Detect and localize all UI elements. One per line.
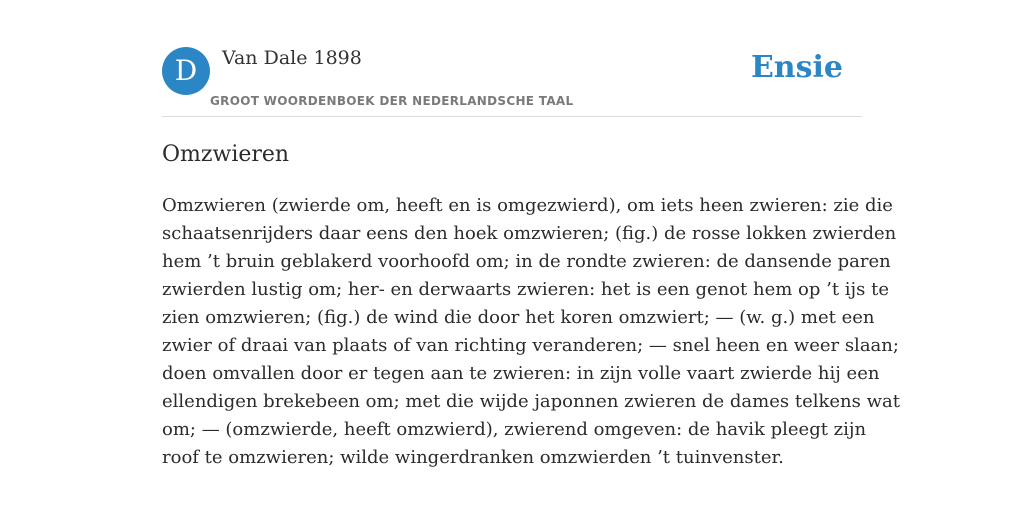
- brand-logo[interactable]: Ensie: [750, 50, 843, 85]
- definition-line: doen omvallen door er tegen aan te zwieren: in zijn volle vaart zwierde hij een: [162, 363, 880, 384]
- definition-line: zwier of draai van plaats of van richting veranderen; — snel heen en weer slaan;: [162, 335, 899, 356]
- entry-title: Omzwieren: [162, 142, 290, 167]
- definition-line: schaatsenrijders daar eens den hoek omzwieren; (fig.) de rosse lokken zwierden: [162, 223, 897, 244]
- definition-line: hem ’t bruin geblakerd voorhoofd om; in de rondte zwieren: de dansende paren: [162, 251, 891, 272]
- definition-line: zien omzwieren; (fig.) de wind die door het koren omzwiert; — (w. g.) met een: [162, 307, 875, 328]
- dictionary-logo-icon[interactable]: D: [162, 47, 210, 95]
- definition-line: roof te omzwieren; wilde wingerdranken omzwierden ’t tuinvenster.: [162, 447, 784, 468]
- definition-line: zwierden lustig om; her- en derwaarts zwieren: het is een genot hem op ’t ijs te: [162, 279, 889, 300]
- header: [162, 46, 862, 117]
- definition-line: Omzwieren (zwierde om, heeft en is omgezwierd), om iets heen zwieren: zie die: [162, 195, 893, 216]
- definition-line: om; — (omzwierde, heeft omzwierd), zwierend omgeven: de havik pleegt zijn: [162, 419, 867, 440]
- entry-definition: [162, 192, 900, 472]
- dictionary-subtitle: GROOT WOORDENBOEK DER NEDERLANDSCHE TAAL: [210, 94, 574, 108]
- dictionary-title[interactable]: Van Dale 1898: [222, 47, 362, 69]
- definition-line: ellendigen brekebeen om; met die wijde japonnen zwieren de dames telkens wat: [162, 391, 900, 412]
